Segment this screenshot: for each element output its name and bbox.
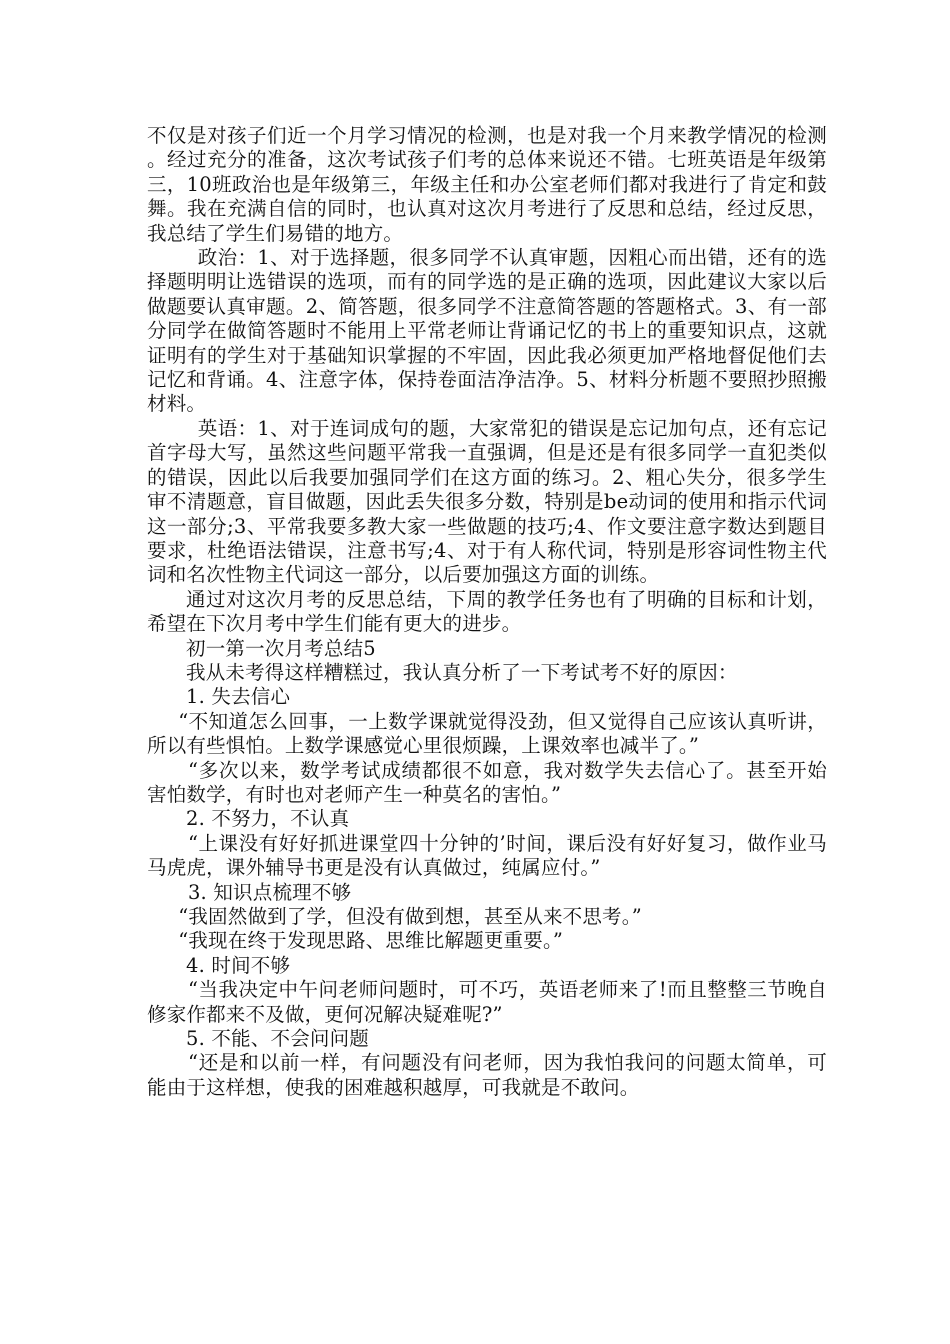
paragraph-conclusion: 通过对这次月考的反思总结，下周的教学任务也有了明确的目标和计划，希望在下次月考中学生们能有更大的进步。 xyxy=(147,587,827,636)
list-item-heading-1: 1. 失去信心 xyxy=(186,685,291,709)
quote-3: “上课没有好好抓进课堂四十分钟的’时间，课后没有好好复习，做作业马马虎虎，课外辅导书更是没有认真做过，纯属应付。” xyxy=(147,831,827,880)
quote-6: “当我决定中午问老师问题时，可不巧，英语老师来了!而且整整三节晚自修家作都来不及做，更何况解决疑难呢?” xyxy=(147,978,827,1026)
list-item-heading-3: 3. 知识点梳理不够 xyxy=(187,880,352,904)
paragraph-reason-intro: 我从未考得这样糟糕过，我认真分析了一下考试考不好的原因： xyxy=(186,660,738,684)
paragraph-intro: 不仅是对孩子们近一个月学习情况的检测，也是对我一个月来教学情况的检测。经过充分的准备，这次考试孩子们考的总体来说还不错。七班英语是年级第三，10班政治也是年级第三，年级主任和办公室老师们都对我进行了肯定和鼓舞。我在充满自信的同时，也认真对这次月考进行了反思和总结，经过反思，我总结了学生们易错的地方。 xyxy=(147,124,827,245)
quote-4: “我固然做到了学，但没有做到想，甚至从来不思考。” xyxy=(178,905,642,928)
paragraph-english: 英语：1、对于连词成句的题，大家常犯的错误是忘记加句点，还有忘记首字母大写，虽然这些问题平常我一直强调，但是还是有很多同学一直犯类似的错误，因此以后我要加强同学们在这方面的练习。2、粗心失分，很多学生审不清题意，盲目做题，因此丢失很多分数，特别是be动词的使用和指示代词这一部分;3、平常我要多教大家一些做题的技巧;4、作文要注意字数达到题目要求，杜绝语法错误，注意书写;4、对于有人称代词，特别是形容词性物主代词和名次性物主代词这一部分，以后要加强这方面的训练。 xyxy=(147,416,827,587)
quote-5: “我现在终于发现思路、思维比解题更重要。” xyxy=(178,929,564,953)
list-item-heading-4: 4. 时间不够 xyxy=(186,953,291,977)
list-item-heading-5: 5. 不能、不会问问题 xyxy=(186,1027,370,1051)
quote-7: “还是和以前一样，有问题没有问老师，因为我怕我问的问题太简单，可能由于这样想，使我的困难越积越厚，可我就是不敢问。 xyxy=(147,1051,827,1099)
section-heading: 初一第一次月考总结5 xyxy=(186,636,376,660)
document-page xyxy=(147,124,827,1100)
list-item-heading-2: 2. 不努力，不认真 xyxy=(186,807,350,831)
paragraph-politics: 政治：1、对于选择题，很多同学不认真审题，因粗心而出错，还有的选择题明明让选错误的选项，而有的同学选的是正确的选项，因此建议大家以后做题要认真审题。2、简答题，很多同学不注意简答题的答题格式。3、有一部分同学在做简答题时不能用上平常老师让背诵记忆的书上的重要知识点，这就证明有的学生对于基础知识掌握的不牢固，因此我必须更加严格地督促他们去记忆和背诵。4、注意字体，保持卷面洁净洁净。5、材料分析题不要照抄照搬材料。 xyxy=(147,246,827,416)
quote-2: “多次以来，数学考试成绩都很不如意，我对数学失去信心了。甚至开始害怕数学，有时也对老师产生一种莫名的害怕。” xyxy=(147,758,827,806)
quote-1: “不知道怎么回事，一上数学课就觉得没劲，但又觉得自己应该认真听讲，所以有些惧怕。上数学课感觉心里很烦躁，上课效率也减半了。” xyxy=(147,709,827,758)
